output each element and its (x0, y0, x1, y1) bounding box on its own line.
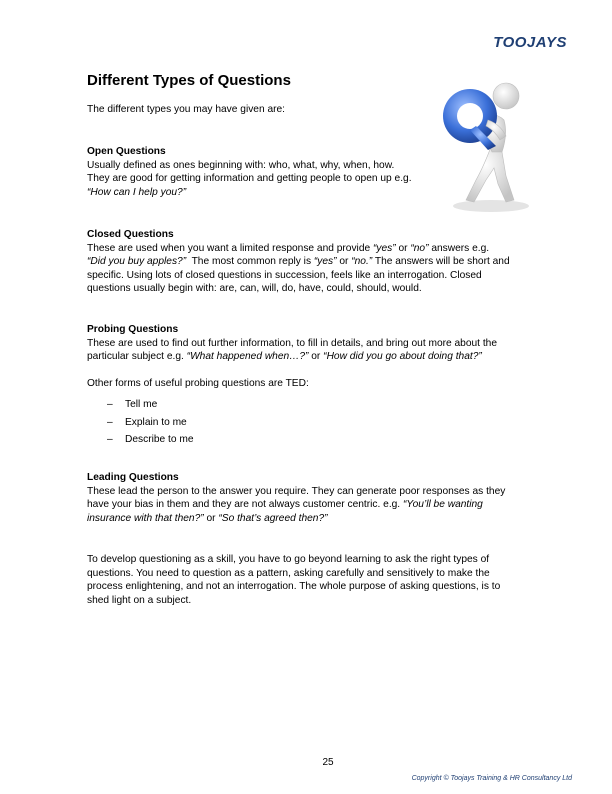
leading-questions-body: These lead the person to the answer you require. They can generate poor responses as they have your bias in them and they are not always customer centric. e.g. “You’ll be wanting insurance with that then?” or “So that’s agreed then?” (87, 485, 506, 524)
probing-questions-section (87, 323, 527, 449)
closed-questions-section (87, 228, 527, 296)
ted-list (87, 396, 527, 449)
open-questions-heading: Open Questions (87, 146, 166, 157)
page-number: 25 (322, 757, 334, 768)
list-item: – Explain to me (107, 416, 187, 428)
probing-questions-body: These are used to find out further information, to fill in details, and bring out more about the particular subject e.g. “What happened when…?” or “How did you go about doing that?” (87, 337, 498, 362)
closed-questions-heading: Closed Questions (87, 229, 174, 240)
probing-questions-heading: Probing Questions (87, 324, 179, 335)
leading-questions-heading: Leading Questions (87, 472, 179, 483)
open-questions-example: “How can I help you?” (87, 186, 187, 198)
brand-logo: TOOJAYS (493, 34, 567, 51)
closing-paragraph: To develop questioning as a skill, you have to go beyond learning to ask the right types of questions. You need to question as a pattern, asking carefully and sensitively to make the process enlightening, and not an interrogation. The whole purpose of asking questions, is to shed light on a subject. (87, 554, 501, 606)
closed-questions-body: These are used when you want a limited response and provide “yes” or “no” answers e.g. “Did you buy apples?” The most common reply is “yes” or “no.” The answers will be short and specific. Using lots of closed questions in succession, feels like an interrogation. Closed questions usually begin with: are, can, will, do, have, could, should, would. (87, 242, 510, 294)
list-item: – Describe to me (107, 434, 194, 445)
open-questions-section (87, 145, 527, 199)
page-title: Different Types of Questions (87, 72, 291, 89)
copyright-notice: Copyright © Toojays Training & HR Consultancy Ltd (411, 775, 572, 782)
ted-intro: Other forms of useful probing questions are TED: (87, 377, 309, 389)
intro-text: The different types you may have given are: (87, 104, 286, 115)
list-item: – Tell me (107, 399, 158, 410)
leading-questions-section (87, 471, 527, 525)
open-questions-body: Usually defined as ones beginning with: who, what, why, when, how. They are good for getting information and getting people to open up e.g. “How can I help you?” (87, 159, 527, 200)
